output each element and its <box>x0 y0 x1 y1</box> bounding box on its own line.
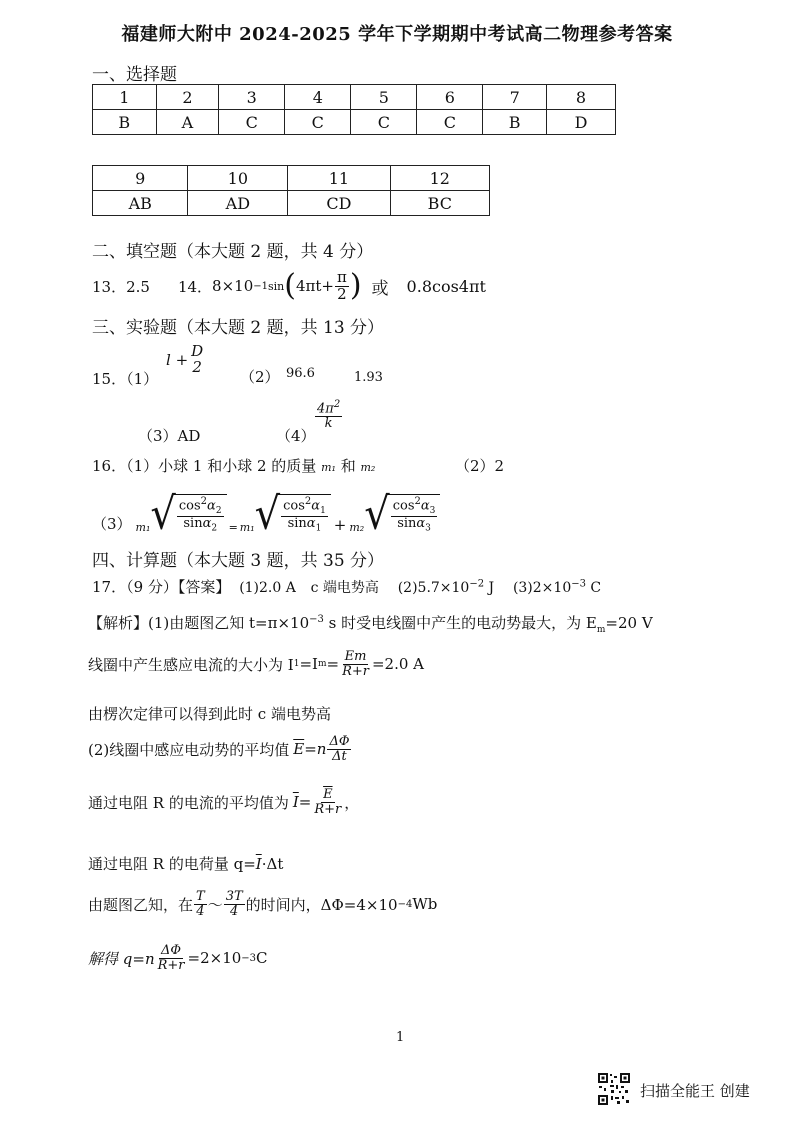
table-row-answers <box>93 110 616 135</box>
analysis-text: = <box>298 793 312 812</box>
table-cell: 12 <box>390 166 489 191</box>
q14-label: 14． <box>177 277 213 296</box>
answer-table-1 <box>92 84 616 135</box>
q16-part1-text: 16．（1）小球 1 和小球 2 的质量 <box>92 457 317 475</box>
table-cell: 10 <box>188 166 288 191</box>
q17-label: 17．（9 分）【答案】 <box>92 578 231 596</box>
table-cell: 1 <box>93 85 157 110</box>
q16-eq-m1: m₁ <box>135 521 151 534</box>
q17-answer-1: (1)2.0 A <box>239 580 296 596</box>
q15-4pi: 4π <box>317 401 334 417</box>
q16-part3-label: （3） <box>92 515 132 533</box>
table-cell: BC <box>390 191 489 216</box>
q16-sin: sin <box>287 515 307 531</box>
table-cell: C <box>219 110 285 135</box>
q15-part2-value-a: 96.6 <box>286 366 315 381</box>
section-calc-heading: 四、计算题（本大题 3 题，共 35 分） <box>92 551 385 571</box>
table-cell: AD <box>188 191 288 216</box>
analysis-line-4 <box>88 735 352 763</box>
analysis-sub: m <box>596 625 606 635</box>
analysis-text: ～ <box>207 895 223 914</box>
q14-pi: π <box>336 267 347 286</box>
analysis-sub: 1 <box>293 659 300 670</box>
q16-plus-sign: + <box>333 516 347 534</box>
table-cell: B <box>93 110 157 135</box>
q15-part1-label: 15．（1） <box>92 370 159 388</box>
q17-answer-3-exp: −3 <box>571 578 586 590</box>
analysis-text: =I <box>299 655 318 674</box>
q15-part3: （3）AD <box>138 427 201 445</box>
q16-eq-sign: = <box>228 521 238 534</box>
section-fill-heading: 二、填空题（本大题 2 题，共 4 分） <box>92 242 374 262</box>
analysis-exp: −3 <box>309 614 324 625</box>
analysis-text: 通过电阻 R 的电流的平均值为 <box>88 793 289 812</box>
q15-D: D <box>191 342 204 360</box>
q16-and: 和 <box>340 457 356 475</box>
analysis-line-5 <box>88 788 359 816</box>
analysis-line-1 <box>88 612 653 635</box>
q14-sin: sin <box>268 279 285 293</box>
analysis-frac-num: 3T <box>225 889 243 904</box>
table-row-numbers <box>93 166 490 191</box>
analysis-line-2 <box>88 650 424 678</box>
table-cell: D <box>546 110 615 135</box>
q16-cos: cos <box>178 497 201 513</box>
q15-part1-answer <box>166 344 206 376</box>
analysis-text: C <box>256 949 268 968</box>
q15-part2-label: （2） <box>240 368 280 386</box>
q17-answer-2-exp: −2 <box>469 578 485 590</box>
analysis-text: Wb <box>412 895 438 914</box>
q17-answer-2: (2)5.7×10 <box>397 580 470 596</box>
analysis-frac-den: 4 <box>230 903 239 919</box>
q14-or: 或 <box>371 278 389 299</box>
table-cell: 3 <box>219 85 285 110</box>
section-experiment-heading: 三、实验题（本大题 2 题，共 13 分） <box>92 318 385 338</box>
table-cell: 8 <box>546 85 615 110</box>
analysis-frac-den: R+r <box>342 663 369 679</box>
q14-inner: 4πt+ <box>295 277 334 295</box>
analysis-text: 的时间内，ΔΦ=4×10 <box>245 895 398 914</box>
q15-two: 2 <box>192 357 202 376</box>
table-cell: 4 <box>285 85 351 110</box>
analysis-frac-num: Em <box>344 649 367 664</box>
table-cell: 5 <box>351 85 417 110</box>
table-row-numbers <box>93 85 616 110</box>
analysis-text: 解得 q=n <box>88 949 155 968</box>
q16-line1 <box>92 455 375 476</box>
table-cell: CD <box>288 191 390 216</box>
q14-two: 2 <box>337 284 347 303</box>
table-cell: 11 <box>288 166 390 191</box>
analysis-text: =2×10 <box>187 949 242 968</box>
analysis-frac-num: $\overline{E}$ <box>323 787 333 802</box>
q17-answer-3: (3)2×10 <box>512 580 572 596</box>
q15-k: k <box>324 415 333 431</box>
analysis-text: 线圈中产生感应电流的大小为 I <box>88 655 294 674</box>
q15-part4-label: （4） <box>276 427 316 445</box>
q16-sin: sin <box>183 515 203 531</box>
q16-m2: m₂ <box>360 461 376 474</box>
analysis-text: 由题图乙知，在 <box>88 895 194 914</box>
table-cell: C <box>417 110 483 135</box>
q16-eq-m2: m₂ <box>349 521 365 534</box>
q17-answer-3-unit: C <box>585 580 602 596</box>
q14-alt: 0.8cos4πt <box>406 276 486 296</box>
q15-l-plus: l + <box>166 350 189 369</box>
table-cell: 6 <box>417 85 483 110</box>
analysis-line-7 <box>88 890 437 918</box>
analysis-frac-den: R+r <box>157 957 185 973</box>
analysis-text: s 时受电线圈中产生的电动势最大，为 E <box>323 614 597 632</box>
q16-m1: m₁ <box>321 461 336 474</box>
analysis-text: =2.0 A <box>371 655 424 674</box>
analysis-avg-I: $\overline{I}$ <box>255 855 262 873</box>
analysis-text: 【解析】(1)由题图乙知 t=π×10 <box>88 614 310 632</box>
analysis-exp: −3 <box>241 952 257 964</box>
q14-coef: 8×10 <box>212 277 254 295</box>
table-cell: C <box>351 110 417 135</box>
q16-sin: sin <box>397 515 417 531</box>
qr-code-icon <box>597 1072 631 1106</box>
q17-answer-2-unit: J <box>484 580 495 596</box>
q15-part2-value-b: 1.93 <box>354 370 383 385</box>
table-row-answers <box>93 191 490 216</box>
analysis-frac-den: Δt <box>332 748 347 764</box>
q17-answer-1b: c 端电势高 <box>310 580 379 596</box>
analysis-line-6 <box>88 853 283 874</box>
q13-answer: 13．2.5 <box>92 277 150 296</box>
q15-part4-answer <box>314 400 343 431</box>
analysis-avg-I: $\overline{I}$ <box>292 793 299 812</box>
page-number: 1 <box>396 1030 405 1045</box>
answer-table-2 <box>92 165 490 216</box>
page-title: 福建师大附中 2024-2025 学年下学期期中考试高二物理参考答案 <box>121 24 673 45</box>
analysis-frac-num: ΔΦ <box>161 943 182 958</box>
table-cell: C <box>285 110 351 135</box>
analysis-text: =n <box>304 740 327 759</box>
analysis-frac-den: R+r <box>314 801 342 817</box>
analysis-line-3: 由楞次定律可以得到此时 c 端电势高 <box>88 705 331 723</box>
analysis-text: =20 V <box>605 614 653 632</box>
table-cell: 2 <box>156 85 219 110</box>
analysis-text: ·Δt <box>261 855 284 873</box>
q16-eq-m1b: m₁ <box>239 521 255 534</box>
q16-part2: （2）2 <box>455 457 505 475</box>
analysis-text: (2)线圈中感应电动势的平均值 <box>88 740 290 759</box>
table-cell: B <box>483 110 547 135</box>
analysis-frac-num: T <box>196 889 205 904</box>
q17-answer-line <box>92 576 601 597</box>
analysis-sub: m <box>317 659 327 670</box>
q16-cos: cos <box>283 497 305 513</box>
analysis-line-8 <box>88 944 268 972</box>
analysis-text: 通过电阻 R 的电荷量 q= <box>88 855 256 873</box>
q16-part3-equation: （3） m₁ √ $\frac{\cos^2\alpha_2}{\sin\alpha_2}$ = m₁ √ $\frac{\cos^2\alpha_1}{\sin\alpha_1}$ + m₂ √ $\frac{\cos^2\alpha_3}{\sin\alpha_3}$ <box>92 482 440 534</box>
analysis-text: ， <box>344 793 360 812</box>
table-cell: AB <box>93 191 188 216</box>
table-cell: A <box>156 110 219 135</box>
analysis-avg-E: $\overline{E}$ <box>293 740 305 759</box>
table-cell: 7 <box>483 85 547 110</box>
q13-q14-answers: 13．2.5 14． 8×10 −1 sin ( 4πt+ $\frac{\pi}{2}$ ) 或 0.8cos4πt <box>92 267 486 303</box>
analysis-frac-num: ΔΦ <box>329 734 350 749</box>
scanner-watermark-label: 扫描全能王 创建 <box>640 1082 750 1100</box>
analysis-text: = <box>326 655 340 674</box>
table-cell: 9 <box>93 166 188 191</box>
analysis-exp: −4 <box>397 898 413 910</box>
q16-cos: cos <box>392 497 415 513</box>
q15-4pi-sup: 2 <box>333 399 341 410</box>
analysis-frac-den: 4 <box>196 903 205 919</box>
section-choice-heading: 一、选择题 <box>92 65 177 85</box>
q14-exp: −1 <box>253 280 268 292</box>
